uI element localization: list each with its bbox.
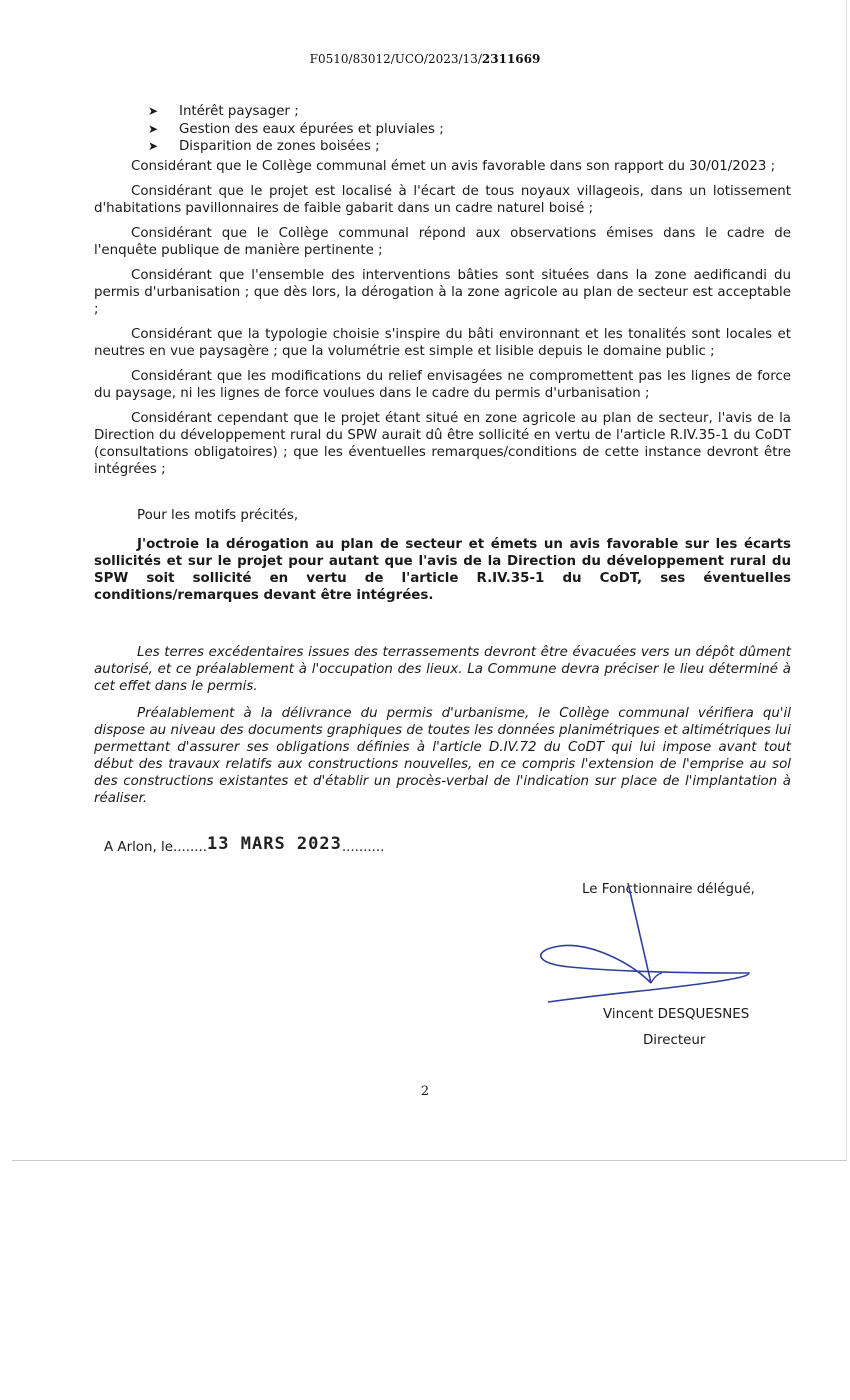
list-item: ➤ Intérêt paysager ; (148, 104, 299, 119)
date-stamp: 13 MARS 2023 (207, 834, 342, 854)
arrow-bullet-icon: ➤ (148, 121, 159, 136)
conditions-paragraph: Les terres excédentaires issues des terrassements devront être évacuées vers un dépôt dûment autorisé, et ce préalablement à l'occupation des lieux. La Commune devra préciser le lieu déterminé à cet effet dans le permis. (94, 644, 791, 694)
list-item: ➤ Disparition de zones boisées ; (148, 139, 380, 154)
considerant-paragraph: Considérant que le projet est localisé à l'écart de tous noyaux villageois, dans un lotissement d'habitations pavillonnaires de faible gabarit dans un cadre naturel boisé ; (94, 183, 791, 216)
considerant-paragraph: Considérant que la typologie choisie s'inspire du bâti environnant et les tonalités sont locales et neutres en vue paysagère ; que la volumétrie est simple et lisible depuis le domaine public ; (94, 326, 791, 359)
considerant-paragraph: Considérant cependant que le projet étant situé en zone agricole au plan de secteur, l'avis de la Direction du développement rural du SPW aurait dû être sollicité en vertu de l'article R.IV.35-1 du CoDT (consultations obligatoires) ; que les éventuelles remarques/conditions de cette instance devront être intégrées ; (94, 410, 791, 477)
arrow-bullet-icon: ➤ (148, 104, 159, 118)
date-line: A Arlon, le........13 MARS 2023.......... (104, 834, 385, 855)
signatory-role: Le Fonctionnaire délégué, (582, 882, 755, 897)
criteria-list (94, 103, 791, 156)
list-item: ➤ Gestion des eaux épurées et pluviales ; (148, 121, 444, 137)
signatory-title: Directeur (643, 1033, 706, 1048)
handwritten-signature (530, 880, 770, 1010)
conditions-paragraph: Préalablement à la délivrance du permis d'urbanisme, le Collège communal vérifiera qu'il dispose au niveau des documents graphiques de toutes les données planimétriques et altimétriques lui permettant d'assurer ses obligations définies à l'article D.IV.72 du CoDT qui lui impose avant tout début des travaux relatifs aux constructions nouvelles, en ce compris l'extension de l'emprise au sol des constructions existantes et d'établir un procès-verbal de l'indication sur place de l'implantation à réaliser. (94, 705, 791, 806)
considerant-paragraph: Considérant que les modifications du relief envisagées ne compromettent pas les lignes de force du paysage, ni les lignes de force voulues dans le cadre du permis d'urbanisation ; (94, 368, 791, 401)
considerant-paragraph: Considérant que le Collège communal émet un avis favorable dans son rapport du 30/01/2023 ; (131, 158, 776, 174)
considerant-paragraph: Considérant que le Collège communal répond aux observations émises dans le cadre de l'enquête publique de manière pertinente ; (94, 225, 791, 258)
document-body (94, 103, 791, 807)
document-reference: F0510/83012/UCO/2023/13/2311669 (309, 52, 541, 66)
decision-paragraph: J'octroie la dérogation au plan de secteur et émets un avis favorable sur les écarts sollicités et sur le projet pour autant que l'avis de la Direction du développement rural du SPW soit sollicité en vertu de l'article R.IV.35-1 du CoDT, ses éventuelles conditions/remarques devant être intégrées. (94, 536, 791, 603)
motifs-line: Pour les motifs précités, (137, 507, 299, 523)
signatory-name: Vincent DESQUESNES (603, 1007, 750, 1022)
arrow-bullet-icon: ➤ (148, 139, 159, 153)
considerant-paragraph: Considérant que l'ensemble des interventions bâties sont situées dans la zone aedificandi du permis d'urbanisation ; que dès lors, la dérogation à la zone agricole au plan de secteur est acceptable ; (94, 267, 791, 317)
page-number: 2 (420, 1084, 430, 1099)
